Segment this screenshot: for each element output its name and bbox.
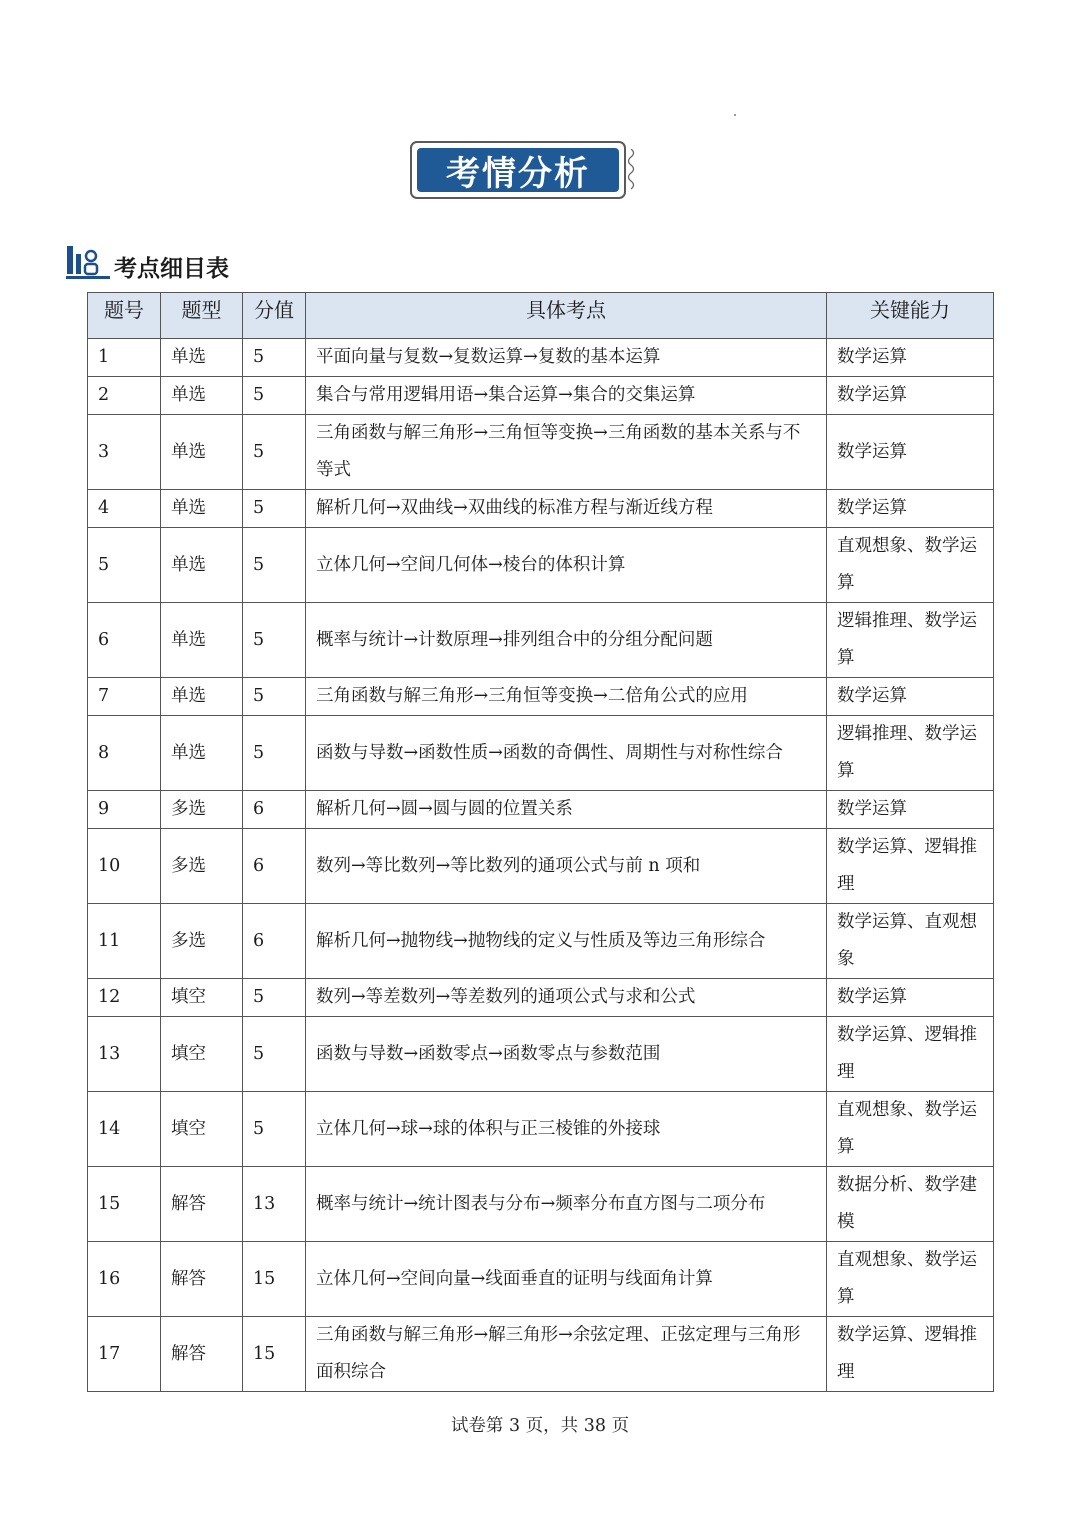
page-footer: 试卷第 3 页，共 38 页 xyxy=(450,1416,630,1436)
cell-knowledge-point: 函数与导数→函数性质→函数的奇偶性、周期性与对称性综合 xyxy=(306,716,827,791)
table-row xyxy=(88,1317,994,1392)
cell-knowledge-point: 三角函数与解三角形→三角恒等变换→三角函数的基本关系与不等式 xyxy=(306,415,827,490)
cell-question-type: 解答 xyxy=(161,1242,243,1317)
cell-question-type: 单选 xyxy=(161,415,243,490)
exam-points-table xyxy=(87,292,994,1392)
cell-knowledge-point: 立体几何→空间几何体→棱台的体积计算 xyxy=(306,528,827,603)
cell-question-type: 单选 xyxy=(161,377,243,415)
cell-question-no: 4 xyxy=(88,490,161,528)
cell-question-type: 填空 xyxy=(161,1092,243,1167)
cell-question-type: 单选 xyxy=(161,528,243,603)
cell-score: 5 xyxy=(243,1017,306,1092)
cell-key-ability: 逻辑推理、数学运算 xyxy=(827,603,994,678)
cell-question-no: 5 xyxy=(88,528,161,603)
table-row xyxy=(88,603,994,678)
cell-score: 5 xyxy=(243,979,306,1017)
cell-question-no: 11 xyxy=(88,904,161,979)
cell-key-ability: 数学运算、逻辑推理 xyxy=(827,1017,994,1092)
bar-chart-icon xyxy=(66,242,112,282)
cell-question-type: 单选 xyxy=(161,716,243,791)
cell-question-no: 3 xyxy=(88,415,161,490)
cell-question-type: 单选 xyxy=(161,603,243,678)
table-row xyxy=(88,1242,994,1317)
cell-question-no: 2 xyxy=(88,377,161,415)
cell-question-no: 8 xyxy=(88,716,161,791)
table-row xyxy=(88,979,994,1017)
cell-score: 5 xyxy=(243,716,306,791)
cell-question-type: 解答 xyxy=(161,1167,243,1242)
header-score: 分值 xyxy=(243,293,306,339)
banner-frame xyxy=(410,141,626,199)
header-question-no: 题号 xyxy=(88,293,161,339)
table-row xyxy=(88,528,994,603)
cell-question-type: 多选 xyxy=(161,791,243,829)
table-row xyxy=(88,904,994,979)
cell-score: 5 xyxy=(243,339,306,377)
cell-knowledge-point: 解析几何→抛物线→抛物线的定义与性质及等边三角形综合 xyxy=(306,904,827,979)
cell-question-no: 16 xyxy=(88,1242,161,1317)
cell-question-type: 单选 xyxy=(161,490,243,528)
cell-key-ability: 数学运算、逻辑推理 xyxy=(827,829,994,904)
table-row xyxy=(88,490,994,528)
cell-knowledge-point: 立体几何→球→球的体积与正三棱锥的外接球 xyxy=(306,1092,827,1167)
cell-score: 6 xyxy=(243,904,306,979)
table-row xyxy=(88,1167,994,1242)
cell-score: 5 xyxy=(243,603,306,678)
cell-question-no: 15 xyxy=(88,1167,161,1242)
cell-score: 5 xyxy=(243,678,306,716)
cell-score: 15 xyxy=(243,1242,306,1317)
cell-question-type: 单选 xyxy=(161,678,243,716)
header-key-ability: 关键能力 xyxy=(827,293,994,339)
cell-knowledge-point: 三角函数与解三角形→解三角形→余弦定理、正弦定理与三角形面积综合 xyxy=(306,1317,827,1392)
header-knowledge-point: 具体考点 xyxy=(306,293,827,339)
cell-score: 6 xyxy=(243,791,306,829)
cell-question-no: 1 xyxy=(88,339,161,377)
cell-question-type: 解答 xyxy=(161,1317,243,1392)
cell-key-ability: 数学运算 xyxy=(827,678,994,716)
cell-knowledge-point: 概率与统计→计数原理→排列组合中的分组分配问题 xyxy=(306,603,827,678)
cell-score: 13 xyxy=(243,1167,306,1242)
table-row xyxy=(88,829,994,904)
cell-score: 5 xyxy=(243,528,306,603)
section-heading xyxy=(66,234,229,282)
cell-question-no: 6 xyxy=(88,603,161,678)
cell-knowledge-point: 数列→等比数列→等比数列的通项公式与前 n 项和 xyxy=(306,829,827,904)
title-banner xyxy=(410,141,630,203)
cell-question-type: 多选 xyxy=(161,829,243,904)
cell-question-type: 多选 xyxy=(161,904,243,979)
cell-question-type: 填空 xyxy=(161,1017,243,1092)
cell-key-ability: 数学运算 xyxy=(827,791,994,829)
cell-knowledge-point: 立体几何→空间向量→线面垂直的证明与线面角计算 xyxy=(306,1242,827,1317)
cell-question-no: 14 xyxy=(88,1092,161,1167)
cell-question-type: 填空 xyxy=(161,979,243,1017)
cell-key-ability: 数据分析、数学建模 xyxy=(827,1167,994,1242)
cell-question-no: 13 xyxy=(88,1017,161,1092)
table-row xyxy=(88,791,994,829)
cell-knowledge-point: 三角函数与解三角形→三角恒等变换→二倍角公式的应用 xyxy=(306,678,827,716)
header-question-type: 题型 xyxy=(161,293,243,339)
cell-key-ability: 直观想象、数学运算 xyxy=(827,528,994,603)
cell-key-ability: 数学运算 xyxy=(827,490,994,528)
cell-key-ability: 数学运算、逻辑推理 xyxy=(827,1317,994,1392)
table-row xyxy=(88,377,994,415)
cell-knowledge-point: 解析几何→双曲线→双曲线的标准方程与渐近线方程 xyxy=(306,490,827,528)
cell-score: 5 xyxy=(243,1092,306,1167)
cell-score: 6 xyxy=(243,829,306,904)
cell-key-ability: 数学运算 xyxy=(827,377,994,415)
table-row xyxy=(88,716,994,791)
cell-knowledge-point: 平面向量与复数→复数运算→复数的基本运算 xyxy=(306,339,827,377)
cell-key-ability: 数学运算 xyxy=(827,339,994,377)
cell-key-ability: 直观想象、数学运算 xyxy=(827,1092,994,1167)
cell-key-ability: 数学运算 xyxy=(827,979,994,1017)
cell-key-ability: 数学运算、直观想象 xyxy=(827,904,994,979)
cell-knowledge-point: 集合与常用逻辑用语→集合运算→集合的交集运算 xyxy=(306,377,827,415)
table-row xyxy=(88,339,994,377)
cell-knowledge-point: 解析几何→圆→圆与圆的位置关系 xyxy=(306,791,827,829)
table-row xyxy=(88,1092,994,1167)
banner-title: 考情分析 xyxy=(446,153,590,194)
cell-score: 15 xyxy=(243,1317,306,1392)
cell-question-no: 10 xyxy=(88,829,161,904)
cell-knowledge-point: 函数与导数→函数零点→函数零点与参数范围 xyxy=(306,1017,827,1092)
cell-question-no: 9 xyxy=(88,791,161,829)
table-row xyxy=(88,1017,994,1092)
banner-fill xyxy=(417,148,619,192)
cell-question-no: 12 xyxy=(88,979,161,1017)
squiggle-decoration-icon xyxy=(628,149,638,191)
cell-question-no: 7 xyxy=(88,678,161,716)
cell-question-no: 17 xyxy=(88,1317,161,1392)
table-row xyxy=(88,415,994,490)
cell-key-ability: 逻辑推理、数学运算 xyxy=(827,716,994,791)
cell-score: 5 xyxy=(243,490,306,528)
section-title: 考点细目表 xyxy=(114,256,229,282)
cell-key-ability: 直观想象、数学运算 xyxy=(827,1242,994,1317)
table-header-row xyxy=(88,293,994,339)
stray-dot xyxy=(734,114,736,116)
cell-question-type: 单选 xyxy=(161,339,243,377)
cell-knowledge-point: 数列→等差数列→等差数列的通项公式与求和公式 xyxy=(306,979,827,1017)
cell-knowledge-point: 概率与统计→统计图表与分布→频率分布直方图与二项分布 xyxy=(306,1167,827,1242)
cell-score: 5 xyxy=(243,415,306,490)
table-row xyxy=(88,678,994,716)
cell-score: 5 xyxy=(243,377,306,415)
cell-key-ability: 数学运算 xyxy=(827,415,994,490)
